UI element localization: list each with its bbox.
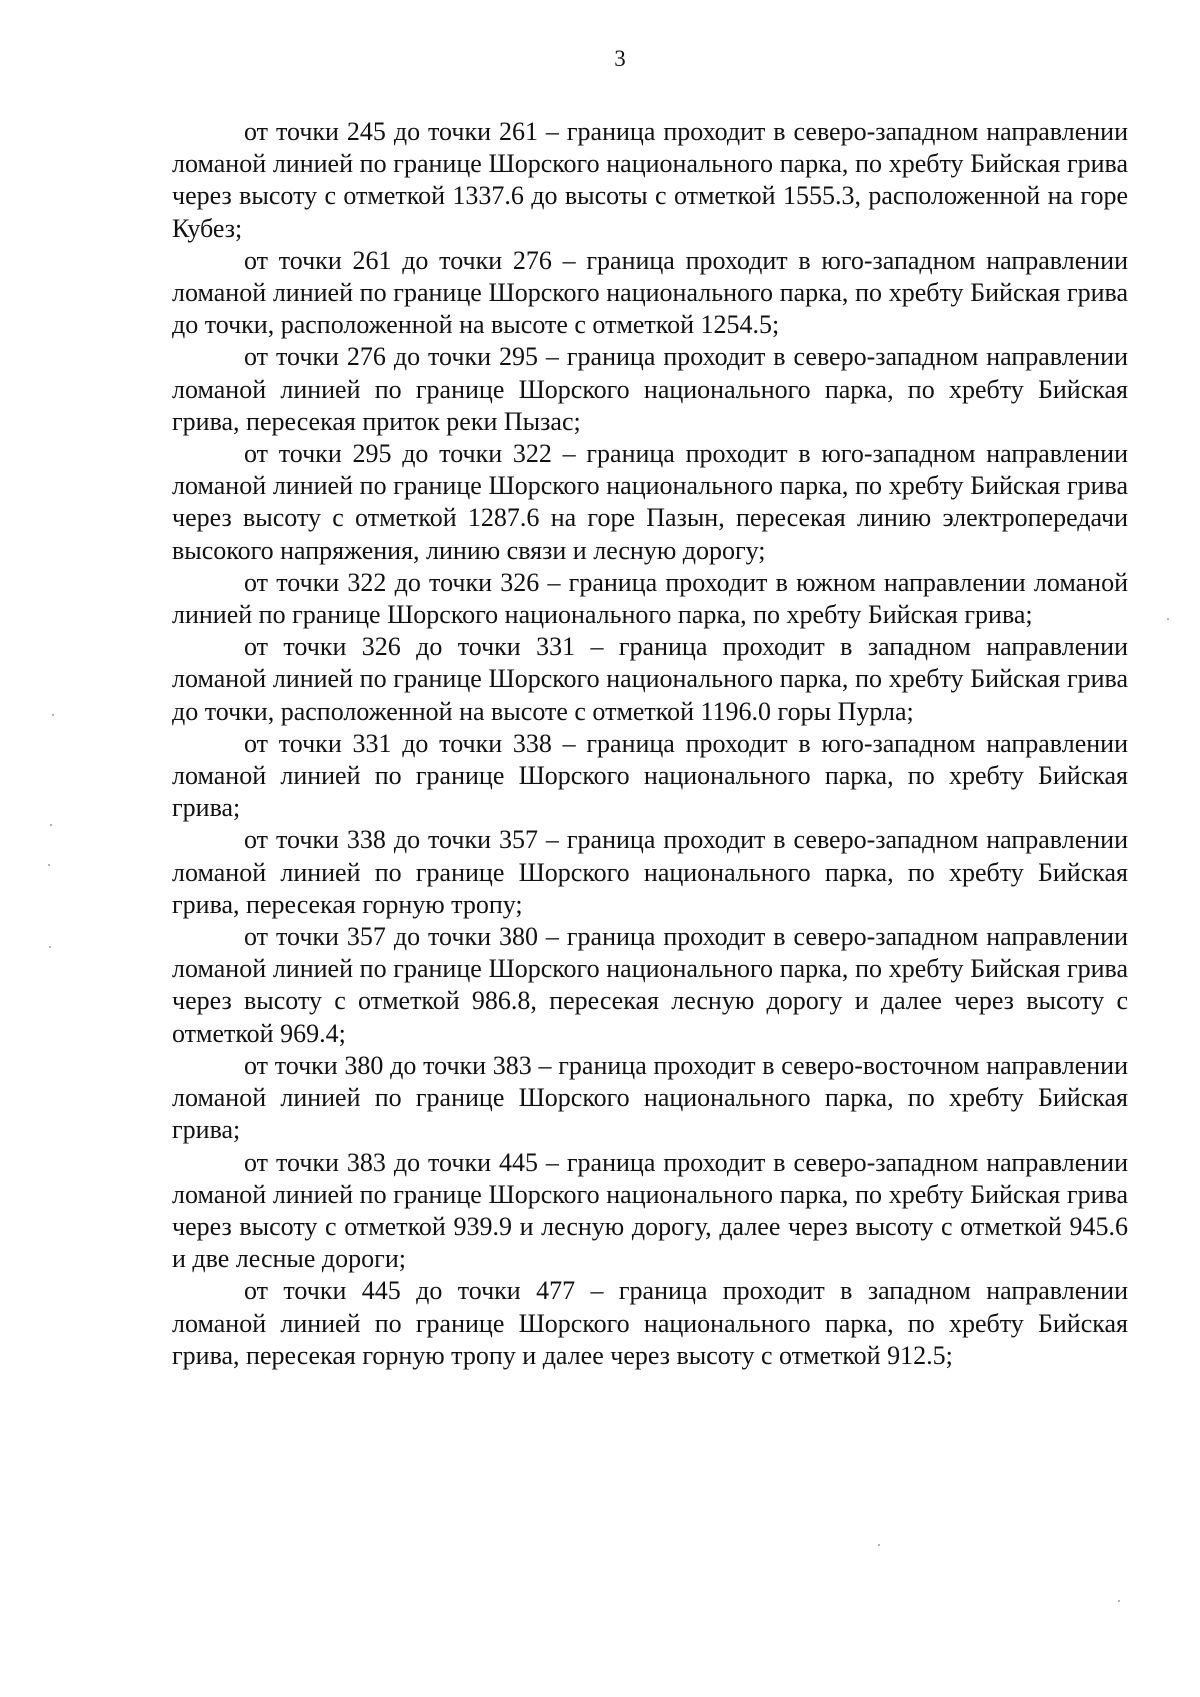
boundary-paragraph-276-295: от точки 276 до точки 295 – граница проходит в северо-западном направлении ломаной линией по границе Шорского национального парка, по хребту Бийская грива, пересекая приток реки Пызас; bbox=[172, 342, 1128, 436]
boundary-paragraph-245-261: от точки 245 до точки 261 – граница проходит в северо-западном направлении ломаной линией по границе Шорского национального парка, по хребту Бийская грива через высоту с отметкой 1337.6 до высоты с отметкой 1555.3, расположенной на горе Кубез; bbox=[172, 117, 1128, 243]
scan-speck bbox=[1118, 1600, 1120, 1602]
boundary-paragraph-380-383: от точки 380 до точки 383 – граница проходит в северо-восточном направлении ломаной линией по границе Шорского национального парка, по хребту Бийская грива; bbox=[172, 1050, 1128, 1145]
boundary-paragraph-383-445: от точки 383 до точки 445 – граница проходит в северо-западном направлении ломаной линией по границе Шорского национального парка, по хребту Бийская грива через высоту с отметкой 939.9 и лесную дорогу, далее через высоту с отметкой 945.6 и две лесные дороги; bbox=[172, 1147, 1128, 1274]
scan-speck bbox=[878, 1544, 880, 1546]
boundary-paragraph-331-338: от точки 331 до точки 338 – граница проходит в юго-западном направлении ломаной линией по границе Шорского национального парка, по хребту Бийская грива; bbox=[172, 728, 1128, 823]
boundary-paragraph-326-331: от точки 326 до точки 331 – граница проходит в западном направлении ломаной линией по границе Шорского национального парка, по хребту Бийская грива до точки, расположенной на высоте с отметкой 1196.0 горы Пурла; bbox=[172, 632, 1128, 726]
boundary-paragraph-445-477: от точки 445 до точки 477 – граница проходит в западном направлении ломаной линией по границе Шорского национального парка, по хребту Бийская грива, пересекая горную тропу и далее через высоту с отметкой 912.5; bbox=[172, 1276, 1128, 1370]
scan-speck bbox=[1167, 618, 1169, 620]
boundary-paragraph-357-380: от точки 357 до точки 380 – граница проходит в северо-западном направлении ломаной линией по границе Шорского национального парка, по хребту Бийская грива через высоту с отметкой 986.8, пересекая лесную дорогу и далее через высоту с отметкой 969.4; bbox=[172, 922, 1128, 1048]
boundary-paragraph-338-357: от точки 338 до точки 357 – граница проходит в северо-западном направлении ломаной линией по границе Шорского национального парка, по хребту Бийская грива, пересекая горную тропу; bbox=[172, 825, 1128, 919]
document-body bbox=[172, 116, 1128, 1372]
scan-speck bbox=[48, 864, 50, 866]
scan-speck bbox=[49, 946, 51, 948]
page-number: 3 bbox=[614, 46, 626, 71]
boundary-paragraph-261-276: от точки 261 до точки 276 – граница проходит в юго-западном направлении ломаной линией по границе Шорского национального парка, по хребту Бийская грива до точки, расположенной на высоте с отметкой 1254.5; bbox=[172, 245, 1128, 340]
scan-speck bbox=[50, 824, 52, 826]
boundary-paragraph-295-322: от точки 295 до точки 322 – граница проходит в юго-западном направлении ломаной линией по границе Шорского национального парка, по хребту Бийская грива через высоту с отметкой 1287.6 на горе Пазын, пересекая линию электропередачи высокого напряжения, линию связи и лесную дорогу; bbox=[172, 439, 1128, 565]
boundary-paragraph-322-326: от точки 322 до точки 326 – граница проходит в южном направлении ломаной линией по границе Шорского национального парка, по хребту Бийская грива; bbox=[172, 567, 1128, 630]
scan-speck bbox=[52, 714, 54, 716]
